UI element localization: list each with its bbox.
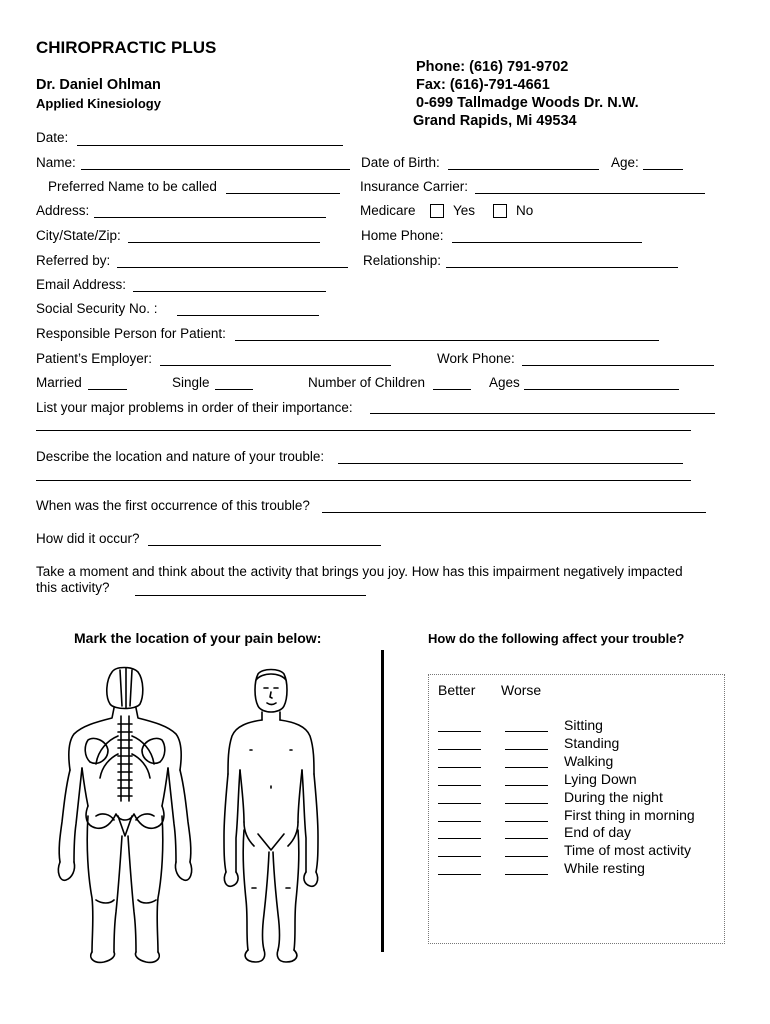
problems-field[interactable] xyxy=(370,413,715,414)
better-field-first-thing-in-morning[interactable] xyxy=(438,821,481,822)
better-field-lying-down[interactable] xyxy=(438,785,481,786)
better-field-standing[interactable] xyxy=(438,749,481,750)
describe-field[interactable] xyxy=(338,463,683,464)
better-column-header: Better xyxy=(438,682,476,698)
affect-heading: How do the following affect your trouble? xyxy=(428,631,685,646)
worse-field-time-of-most-activity[interactable] xyxy=(505,856,548,857)
name-label: Name: xyxy=(36,155,76,170)
relationship-field[interactable] xyxy=(446,267,678,268)
age-field[interactable] xyxy=(643,169,683,170)
relationship-label: Relationship: xyxy=(363,253,442,268)
better-field-time-of-most-activity[interactable] xyxy=(438,856,481,857)
clinic-address-line2: Grand Rapids, Mi 49534 xyxy=(413,113,577,129)
address-field[interactable] xyxy=(94,217,326,218)
medicare-label: Medicare xyxy=(360,203,416,218)
responsible-field[interactable] xyxy=(235,340,659,341)
date-label: Date: xyxy=(36,130,69,145)
ssn-label: Social Security No. : xyxy=(36,301,158,316)
work-phone-field[interactable] xyxy=(522,365,714,366)
how-occur-field[interactable] xyxy=(148,545,381,546)
responsible-label: Responsible Person for Patient: xyxy=(36,326,226,341)
worse-field-walking[interactable] xyxy=(505,767,548,768)
employer-label: Patient’s Employer: xyxy=(36,351,153,366)
affect-item-label: End of day xyxy=(564,824,631,841)
better-field-while-resting[interactable] xyxy=(438,874,481,875)
ages-label: Ages xyxy=(489,375,520,390)
worse-field-while-resting[interactable] xyxy=(505,874,548,875)
medicare-no-label: No xyxy=(516,203,534,218)
medicare-yes-checkbox[interactable] xyxy=(430,204,444,218)
how-occur-label: How did it occur? xyxy=(36,531,140,546)
home-phone-field[interactable] xyxy=(452,242,642,243)
worse-field-during-the-night[interactable] xyxy=(505,803,548,804)
insurance-field[interactable] xyxy=(475,193,705,194)
referred-label: Referred by: xyxy=(36,253,111,268)
children-label: Number of Children xyxy=(308,375,426,390)
email-field[interactable] xyxy=(133,291,326,292)
medicare-no-checkbox[interactable] xyxy=(493,204,507,218)
clinic-fax: Fax: (616)-791-4661 xyxy=(416,77,550,93)
problems-field-line2[interactable] xyxy=(36,430,691,431)
clinic-address-line1: 0-699 Tallmadge Woods Dr. N.W. xyxy=(416,95,639,111)
describe-label: Describe the location and nature of your trouble: xyxy=(36,449,325,464)
better-field-sitting[interactable] xyxy=(438,731,481,732)
affect-item-label: During the night xyxy=(564,788,663,805)
worse-field-sitting[interactable] xyxy=(505,731,548,732)
city-field[interactable] xyxy=(128,242,320,243)
dob-field[interactable] xyxy=(448,169,599,170)
affect-item-label: Standing xyxy=(564,734,620,751)
ages-field[interactable] xyxy=(524,389,679,390)
affect-item-label: Walking xyxy=(564,752,614,769)
worse-column-header: Worse xyxy=(501,682,542,698)
section-divider xyxy=(381,650,384,952)
referred-field[interactable] xyxy=(117,267,348,268)
insurance-label: Insurance Carrier: xyxy=(360,179,469,194)
address-label: Address: xyxy=(36,203,90,218)
better-field-end-of-day[interactable] xyxy=(438,838,481,839)
work-phone-label: Work Phone: xyxy=(437,351,515,366)
email-label: Email Address: xyxy=(36,277,127,292)
problems-label: List your major problems in order of their importance: xyxy=(36,400,353,415)
affect-item-label: While resting xyxy=(564,860,645,877)
describe-field-line2[interactable] xyxy=(36,480,691,481)
worse-field-lying-down[interactable] xyxy=(505,785,548,786)
age-label: Age: xyxy=(611,155,639,170)
joy-field[interactable] xyxy=(135,595,366,596)
single-field[interactable] xyxy=(215,389,253,390)
better-field-walking[interactable] xyxy=(438,767,481,768)
joy-label-line2: this activity? xyxy=(36,580,110,595)
specialty: Applied Kinesiology xyxy=(36,96,161,111)
front-body-diagram[interactable] xyxy=(214,666,329,966)
ssn-field[interactable] xyxy=(177,315,319,316)
married-label: Married xyxy=(36,375,82,390)
worse-field-first-thing-in-morning[interactable] xyxy=(505,821,548,822)
employer-field[interactable] xyxy=(160,365,391,366)
doctor-name: Dr. Daniel Ohlman xyxy=(36,77,161,93)
preferred-name-field[interactable] xyxy=(226,193,340,194)
back-body-diagram[interactable] xyxy=(52,666,197,966)
worse-field-standing[interactable] xyxy=(505,749,548,750)
joy-label-line1: Take a moment and think about the activity that brings you joy. How has this impairment negatively impacted xyxy=(36,564,683,579)
city-label: City/State/Zip: xyxy=(36,228,121,243)
preferred-name-label: Preferred Name to be called xyxy=(48,179,217,194)
children-field[interactable] xyxy=(433,389,471,390)
medicare-yes-label: Yes xyxy=(453,203,476,218)
pain-heading: Mark the location of your pain below: xyxy=(74,630,322,646)
worse-field-end-of-day[interactable] xyxy=(505,838,548,839)
dob-label: Date of Birth: xyxy=(361,155,440,170)
clinic-name: CHIROPRACTIC PLUS xyxy=(36,38,217,57)
first-occurrence-field[interactable] xyxy=(322,512,706,513)
clinic-phone: Phone: (616) 791-9702 xyxy=(416,59,569,75)
affect-item-label: Sitting xyxy=(564,717,603,733)
home-phone-label: Home Phone: xyxy=(361,228,444,243)
married-field[interactable] xyxy=(88,389,127,390)
better-field-during-the-night[interactable] xyxy=(438,803,481,804)
date-field[interactable] xyxy=(77,145,343,146)
name-field[interactable] xyxy=(81,169,350,170)
first-occurrence-label: When was the first occurrence of this trouble? xyxy=(36,498,310,513)
affect-item-label: First thing in morning xyxy=(564,806,695,823)
single-label: Single xyxy=(172,375,210,390)
affect-item-label: Lying Down xyxy=(564,770,637,787)
affect-item-label: Time of most activity xyxy=(564,842,692,859)
